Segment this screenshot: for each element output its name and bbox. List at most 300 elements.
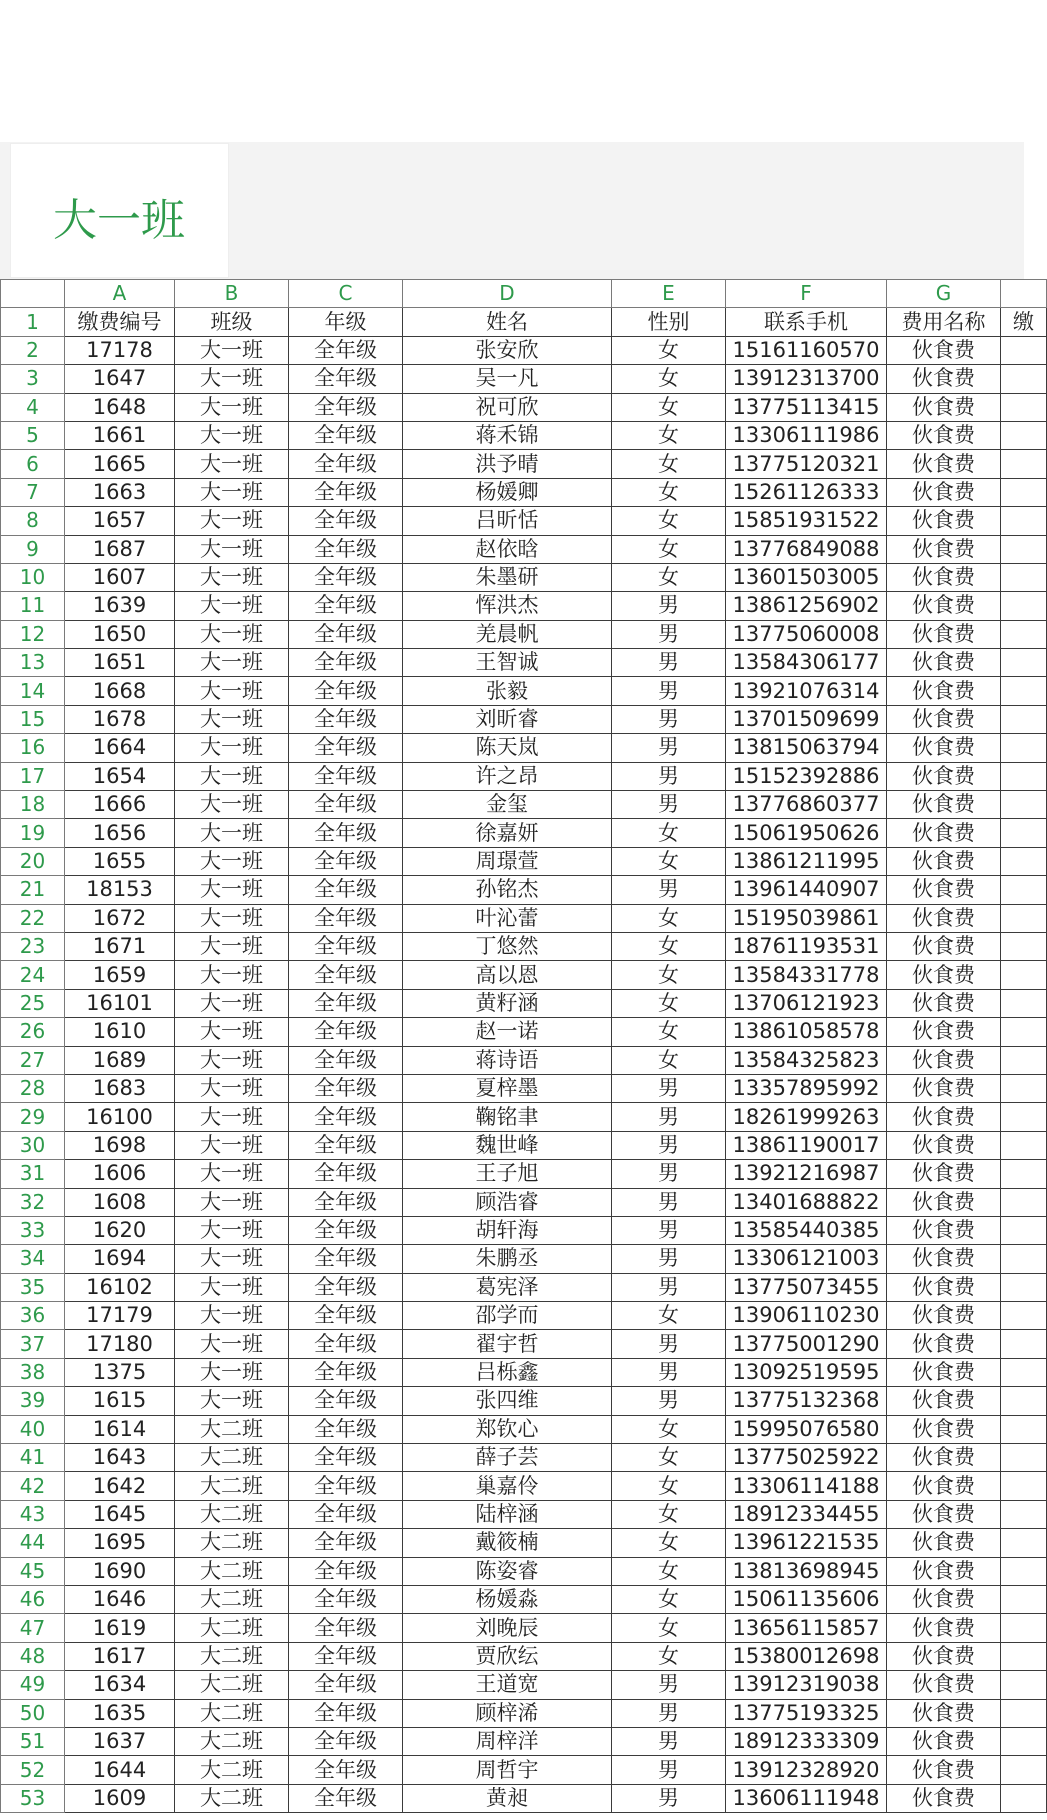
table-cell[interactable]: 男 bbox=[612, 1188, 726, 1216]
table-cell[interactable]: 1634 bbox=[65, 1671, 175, 1699]
table-cell[interactable]: 男 bbox=[612, 620, 726, 648]
table-cell[interactable]: 18912334455 bbox=[726, 1500, 887, 1528]
table-cell[interactable]: 伙食费 bbox=[887, 1500, 1001, 1528]
table-cell[interactable]: 朱鹏丞 bbox=[403, 1245, 612, 1273]
table-cell[interactable] bbox=[1001, 365, 1047, 393]
table-cell[interactable]: 全年级 bbox=[289, 1358, 403, 1386]
table-cell[interactable]: 13775073455 bbox=[726, 1273, 887, 1301]
table-cell[interactable]: 杨媛卿 bbox=[403, 478, 612, 506]
table-cell[interactable]: 全年级 bbox=[289, 1302, 403, 1330]
row-header[interactable]: 44 bbox=[1, 1529, 65, 1557]
table-cell[interactable]: 伙食费 bbox=[887, 1188, 1001, 1216]
table-cell[interactable]: 18761193531 bbox=[726, 932, 887, 960]
table-cell[interactable]: 张毅 bbox=[403, 677, 612, 705]
table-cell[interactable]: 大一班 bbox=[175, 734, 289, 762]
table-cell[interactable] bbox=[1001, 592, 1047, 620]
table-cell[interactable]: 13701509699 bbox=[726, 705, 887, 733]
table-cell[interactable]: 男 bbox=[612, 677, 726, 705]
column-header[interactable]: G bbox=[887, 280, 1001, 308]
table-cell[interactable] bbox=[1001, 1472, 1047, 1500]
table-cell[interactable]: 1610 bbox=[65, 1018, 175, 1046]
table-cell[interactable]: 伙食费 bbox=[887, 1103, 1001, 1131]
table-cell[interactable]: 全年级 bbox=[289, 1074, 403, 1102]
table-cell[interactable]: 缴 bbox=[1001, 308, 1047, 336]
table-cell[interactable]: 女 bbox=[612, 507, 726, 535]
table-cell[interactable] bbox=[1001, 1727, 1047, 1755]
table-cell[interactable]: 伙食费 bbox=[887, 961, 1001, 989]
table-cell[interactable]: 女 bbox=[612, 847, 726, 875]
table-cell[interactable] bbox=[1001, 1784, 1047, 1812]
table-cell[interactable]: 伙食费 bbox=[887, 393, 1001, 421]
table-cell[interactable]: 邵学而 bbox=[403, 1302, 612, 1330]
table-cell[interactable]: 15261126333 bbox=[726, 478, 887, 506]
table-cell[interactable]: 女 bbox=[612, 1614, 726, 1642]
table-cell[interactable] bbox=[1001, 421, 1047, 449]
table-cell[interactable]: 全年级 bbox=[289, 989, 403, 1017]
table-cell[interactable]: 伙食费 bbox=[887, 1784, 1001, 1812]
row-header[interactable]: 37 bbox=[1, 1330, 65, 1358]
table-cell[interactable]: 女 bbox=[612, 904, 726, 932]
table-cell[interactable]: 女 bbox=[612, 1018, 726, 1046]
table-cell[interactable] bbox=[1001, 563, 1047, 591]
table-cell[interactable]: 13912319038 bbox=[726, 1671, 887, 1699]
row-header[interactable]: 8 bbox=[1, 507, 65, 535]
table-cell[interactable]: 男 bbox=[612, 876, 726, 904]
row-header[interactable]: 33 bbox=[1, 1216, 65, 1244]
table-cell[interactable]: 女 bbox=[612, 535, 726, 563]
column-header[interactable]: D bbox=[403, 280, 612, 308]
table-cell[interactable]: 伙食费 bbox=[887, 791, 1001, 819]
table-cell[interactable]: 伙食费 bbox=[887, 819, 1001, 847]
table-cell[interactable]: 男 bbox=[612, 1216, 726, 1244]
table-cell[interactable]: 1609 bbox=[65, 1784, 175, 1812]
table-cell[interactable]: 葛宪泽 bbox=[403, 1273, 612, 1301]
table-cell[interactable]: 周梓洋 bbox=[403, 1727, 612, 1755]
table-cell[interactable]: 伙食费 bbox=[887, 705, 1001, 733]
table-cell[interactable]: 伙食费 bbox=[887, 1358, 1001, 1386]
table-cell[interactable]: 1678 bbox=[65, 705, 175, 733]
table-cell[interactable]: 全年级 bbox=[289, 876, 403, 904]
table-cell[interactable]: 黄昶 bbox=[403, 1784, 612, 1812]
table-cell[interactable]: 全年级 bbox=[289, 450, 403, 478]
row-header[interactable]: 5 bbox=[1, 421, 65, 449]
table-cell[interactable]: 陆梓涵 bbox=[403, 1500, 612, 1528]
table-cell[interactable]: 1661 bbox=[65, 421, 175, 449]
table-cell[interactable]: 大一班 bbox=[175, 677, 289, 705]
table-cell[interactable]: 大一班 bbox=[175, 1018, 289, 1046]
table-cell[interactable]: 1694 bbox=[65, 1245, 175, 1273]
table-cell[interactable]: 徐嘉妍 bbox=[403, 819, 612, 847]
select-all-corner[interactable] bbox=[1, 280, 65, 308]
table-cell[interactable]: 男 bbox=[612, 1756, 726, 1784]
table-cell[interactable] bbox=[1001, 336, 1047, 364]
table-cell[interactable]: 全年级 bbox=[289, 365, 403, 393]
table-cell[interactable] bbox=[1001, 932, 1047, 960]
table-cell[interactable]: 13775001290 bbox=[726, 1330, 887, 1358]
table-cell[interactable]: 男 bbox=[612, 592, 726, 620]
table-cell[interactable]: 13775193325 bbox=[726, 1699, 887, 1727]
table-cell[interactable]: 大一班 bbox=[175, 876, 289, 904]
row-header[interactable]: 16 bbox=[1, 734, 65, 762]
table-cell[interactable]: 贾欣纭 bbox=[403, 1642, 612, 1670]
table-cell[interactable]: 女 bbox=[612, 1046, 726, 1074]
table-cell[interactable]: 女 bbox=[612, 1585, 726, 1613]
table-cell[interactable]: 13306121003 bbox=[726, 1245, 887, 1273]
table-cell[interactable] bbox=[1001, 1614, 1047, 1642]
row-header[interactable]: 4 bbox=[1, 393, 65, 421]
row-header[interactable]: 41 bbox=[1, 1444, 65, 1472]
table-cell[interactable]: 女 bbox=[612, 1415, 726, 1443]
table-cell[interactable]: 男 bbox=[612, 1387, 726, 1415]
table-cell[interactable]: 男 bbox=[612, 762, 726, 790]
table-cell[interactable]: 伙食费 bbox=[887, 1302, 1001, 1330]
table-cell[interactable]: 13813698945 bbox=[726, 1557, 887, 1585]
row-header[interactable]: 14 bbox=[1, 677, 65, 705]
table-cell[interactable]: 陈姿睿 bbox=[403, 1557, 612, 1585]
row-header[interactable]: 15 bbox=[1, 705, 65, 733]
table-cell[interactable]: 全年级 bbox=[289, 507, 403, 535]
table-cell[interactable]: 大一班 bbox=[175, 507, 289, 535]
row-header[interactable]: 52 bbox=[1, 1756, 65, 1784]
table-cell[interactable]: 1614 bbox=[65, 1415, 175, 1443]
table-cell[interactable]: 15061950626 bbox=[726, 819, 887, 847]
row-header[interactable]: 36 bbox=[1, 1302, 65, 1330]
table-cell[interactable]: 周哲宇 bbox=[403, 1756, 612, 1784]
table-cell[interactable]: 13815063794 bbox=[726, 734, 887, 762]
table-cell[interactable]: 夏梓墨 bbox=[403, 1074, 612, 1102]
table-cell[interactable] bbox=[1001, 876, 1047, 904]
table-cell[interactable]: 伙食费 bbox=[887, 1160, 1001, 1188]
table-cell[interactable]: 班级 bbox=[175, 308, 289, 336]
table-cell[interactable]: 18153 bbox=[65, 876, 175, 904]
table-cell[interactable]: 16100 bbox=[65, 1103, 175, 1131]
table-cell[interactable]: 大一班 bbox=[175, 1160, 289, 1188]
table-cell[interactable] bbox=[1001, 1188, 1047, 1216]
table-cell[interactable]: 吴一凡 bbox=[403, 365, 612, 393]
table-cell[interactable]: 女 bbox=[612, 989, 726, 1017]
table-cell[interactable]: 13306111986 bbox=[726, 421, 887, 449]
table-cell[interactable]: 全年级 bbox=[289, 1699, 403, 1727]
table-cell[interactable]: 全年级 bbox=[289, 421, 403, 449]
row-header[interactable]: 21 bbox=[1, 876, 65, 904]
table-cell[interactable]: 缴费编号 bbox=[65, 308, 175, 336]
table-cell[interactable] bbox=[1001, 791, 1047, 819]
table-cell[interactable]: 1637 bbox=[65, 1727, 175, 1755]
table-cell[interactable]: 大一班 bbox=[175, 336, 289, 364]
row-header[interactable]: 18 bbox=[1, 791, 65, 819]
table-cell[interactable]: 17178 bbox=[65, 336, 175, 364]
table-cell[interactable]: 男 bbox=[612, 1273, 726, 1301]
table-cell[interactable] bbox=[1001, 1103, 1047, 1131]
table-cell[interactable]: 全年级 bbox=[289, 1245, 403, 1273]
table-cell[interactable]: 孙铭杰 bbox=[403, 876, 612, 904]
table-cell[interactable]: 全年级 bbox=[289, 791, 403, 819]
table-cell[interactable]: 女 bbox=[612, 819, 726, 847]
table-cell[interactable]: 洪予晴 bbox=[403, 450, 612, 478]
table-cell[interactable]: 陈天岚 bbox=[403, 734, 612, 762]
table-cell[interactable]: 伙食费 bbox=[887, 1444, 1001, 1472]
table-cell[interactable]: 男 bbox=[612, 1330, 726, 1358]
table-cell[interactable]: 王智诚 bbox=[403, 649, 612, 677]
table-cell[interactable] bbox=[1001, 904, 1047, 932]
table-cell[interactable] bbox=[1001, 734, 1047, 762]
table-cell[interactable]: 大一班 bbox=[175, 450, 289, 478]
table-cell[interactable]: 全年级 bbox=[289, 1444, 403, 1472]
table-cell[interactable]: 15995076580 bbox=[726, 1415, 887, 1443]
table-cell[interactable]: 全年级 bbox=[289, 1160, 403, 1188]
table-cell[interactable]: 伙食费 bbox=[887, 620, 1001, 648]
table-cell[interactable]: 大一班 bbox=[175, 535, 289, 563]
table-cell[interactable]: 大二班 bbox=[175, 1614, 289, 1642]
table-cell[interactable]: 全年级 bbox=[289, 1557, 403, 1585]
table-cell[interactable]: 大一班 bbox=[175, 791, 289, 819]
table-cell[interactable]: 15152392886 bbox=[726, 762, 887, 790]
column-header[interactable]: A bbox=[65, 280, 175, 308]
table-cell[interactable] bbox=[1001, 393, 1047, 421]
table-cell[interactable]: 魏世峰 bbox=[403, 1131, 612, 1159]
table-cell[interactable]: 全年级 bbox=[289, 1756, 403, 1784]
table-cell[interactable]: 蒋诗语 bbox=[403, 1046, 612, 1074]
table-cell[interactable]: 戴筱楠 bbox=[403, 1529, 612, 1557]
table-cell[interactable]: 伙食费 bbox=[887, 1415, 1001, 1443]
table-cell[interactable]: 大一班 bbox=[175, 1216, 289, 1244]
table-cell[interactable]: 1687 bbox=[65, 535, 175, 563]
table-cell[interactable]: 刘昕睿 bbox=[403, 705, 612, 733]
table-cell[interactable]: 1620 bbox=[65, 1216, 175, 1244]
table-cell[interactable]: 1663 bbox=[65, 478, 175, 506]
table-cell[interactable]: 13092519595 bbox=[726, 1358, 887, 1386]
table-cell[interactable]: 女 bbox=[612, 563, 726, 591]
table-cell[interactable]: 全年级 bbox=[289, 1103, 403, 1131]
row-header[interactable]: 9 bbox=[1, 535, 65, 563]
table-cell[interactable]: 伙食费 bbox=[887, 1642, 1001, 1670]
table-cell[interactable]: 1664 bbox=[65, 734, 175, 762]
table-cell[interactable]: 全年级 bbox=[289, 1415, 403, 1443]
table-cell[interactable]: 男 bbox=[612, 1727, 726, 1755]
table-cell[interactable]: 1666 bbox=[65, 791, 175, 819]
table-cell[interactable]: 大二班 bbox=[175, 1756, 289, 1784]
table-cell[interactable]: 胡轩海 bbox=[403, 1216, 612, 1244]
table-cell[interactable]: 15851931522 bbox=[726, 507, 887, 535]
table-cell[interactable]: 叶沁蕾 bbox=[403, 904, 612, 932]
table-cell[interactable]: 13921076314 bbox=[726, 677, 887, 705]
table-cell[interactable]: 大二班 bbox=[175, 1557, 289, 1585]
table-cell[interactable]: 伙食费 bbox=[887, 1529, 1001, 1557]
table-cell[interactable] bbox=[1001, 1273, 1047, 1301]
row-header[interactable]: 19 bbox=[1, 819, 65, 847]
column-header[interactable]: E bbox=[612, 280, 726, 308]
table-cell[interactable]: 1671 bbox=[65, 932, 175, 960]
table-cell[interactable]: 1657 bbox=[65, 507, 175, 535]
row-header[interactable]: 13 bbox=[1, 649, 65, 677]
table-cell[interactable] bbox=[1001, 989, 1047, 1017]
row-header[interactable]: 48 bbox=[1, 1642, 65, 1670]
table-cell[interactable]: 1672 bbox=[65, 904, 175, 932]
table-cell[interactable]: 全年级 bbox=[289, 336, 403, 364]
table-cell[interactable]: 大二班 bbox=[175, 1671, 289, 1699]
table-cell[interactable]: 大二班 bbox=[175, 1727, 289, 1755]
table-cell[interactable]: 赵一诺 bbox=[403, 1018, 612, 1046]
table-cell[interactable]: 1644 bbox=[65, 1756, 175, 1784]
table-cell[interactable]: 大二班 bbox=[175, 1699, 289, 1727]
table-cell[interactable]: 1642 bbox=[65, 1472, 175, 1500]
table-cell[interactable]: 大一班 bbox=[175, 1302, 289, 1330]
table-cell[interactable]: 1665 bbox=[65, 450, 175, 478]
table-cell[interactable]: 伙食费 bbox=[887, 535, 1001, 563]
table-cell[interactable] bbox=[1001, 1529, 1047, 1557]
table-cell[interactable]: 13656115857 bbox=[726, 1614, 887, 1642]
table-cell[interactable] bbox=[1001, 1444, 1047, 1472]
table-cell[interactable]: 女 bbox=[612, 1444, 726, 1472]
table-cell[interactable]: 13584331778 bbox=[726, 961, 887, 989]
table-cell[interactable]: 全年级 bbox=[289, 1018, 403, 1046]
table-cell[interactable]: 伙食费 bbox=[887, 677, 1001, 705]
table-cell[interactable]: 大一班 bbox=[175, 762, 289, 790]
table-cell[interactable] bbox=[1001, 1302, 1047, 1330]
table-cell[interactable] bbox=[1001, 1671, 1047, 1699]
table-cell[interactable]: 伙食费 bbox=[887, 478, 1001, 506]
table-cell[interactable]: 15161160570 bbox=[726, 336, 887, 364]
table-cell[interactable]: 女 bbox=[612, 365, 726, 393]
table-cell[interactable]: 1648 bbox=[65, 393, 175, 421]
table-cell[interactable]: 1651 bbox=[65, 649, 175, 677]
table-cell[interactable] bbox=[1001, 535, 1047, 563]
table-cell[interactable]: 羌晨帆 bbox=[403, 620, 612, 648]
table-cell[interactable]: 伙食费 bbox=[887, 1074, 1001, 1102]
table-cell[interactable]: 1607 bbox=[65, 563, 175, 591]
table-cell[interactable]: 13861211995 bbox=[726, 847, 887, 875]
row-header[interactable]: 24 bbox=[1, 961, 65, 989]
table-cell[interactable]: 大一班 bbox=[175, 1330, 289, 1358]
table-cell[interactable] bbox=[1001, 1131, 1047, 1159]
table-cell[interactable]: 13584306177 bbox=[726, 649, 887, 677]
row-header[interactable]: 11 bbox=[1, 592, 65, 620]
table-cell[interactable] bbox=[1001, 1074, 1047, 1102]
table-cell[interactable]: 大二班 bbox=[175, 1529, 289, 1557]
table-cell[interactable]: 男 bbox=[612, 791, 726, 819]
table-cell[interactable]: 大二班 bbox=[175, 1642, 289, 1670]
table-cell[interactable]: 13775120321 bbox=[726, 450, 887, 478]
table-cell[interactable] bbox=[1001, 705, 1047, 733]
table-cell[interactable]: 13775025922 bbox=[726, 1444, 887, 1472]
table-cell[interactable]: 男 bbox=[612, 1160, 726, 1188]
table-cell[interactable]: 大二班 bbox=[175, 1415, 289, 1443]
table-cell[interactable]: 大一班 bbox=[175, 932, 289, 960]
column-header[interactable]: C bbox=[289, 280, 403, 308]
table-cell[interactable]: 大一班 bbox=[175, 705, 289, 733]
table-cell[interactable]: 全年级 bbox=[289, 705, 403, 733]
table-cell[interactable]: 全年级 bbox=[289, 734, 403, 762]
table-cell[interactable]: 张四维 bbox=[403, 1387, 612, 1415]
table-cell[interactable]: 王道宽 bbox=[403, 1671, 612, 1699]
table-cell[interactable]: 大二班 bbox=[175, 1500, 289, 1528]
table-cell[interactable] bbox=[1001, 1500, 1047, 1528]
table-cell[interactable]: 伙食费 bbox=[887, 450, 1001, 478]
table-cell[interactable] bbox=[1001, 1756, 1047, 1784]
table-cell[interactable]: 全年级 bbox=[289, 847, 403, 875]
table-cell[interactable]: 13912328920 bbox=[726, 1756, 887, 1784]
table-cell[interactable]: 13775060008 bbox=[726, 620, 887, 648]
row-header[interactable]: 45 bbox=[1, 1557, 65, 1585]
row-header[interactable]: 53 bbox=[1, 1784, 65, 1812]
row-header[interactable]: 40 bbox=[1, 1415, 65, 1443]
table-cell[interactable]: 大二班 bbox=[175, 1444, 289, 1472]
table-cell[interactable]: 全年级 bbox=[289, 592, 403, 620]
table-cell[interactable]: 刘晚辰 bbox=[403, 1614, 612, 1642]
table-cell[interactable]: 全年级 bbox=[289, 1273, 403, 1301]
table-cell[interactable]: 吕昕恬 bbox=[403, 507, 612, 535]
table-cell[interactable] bbox=[1001, 649, 1047, 677]
row-header[interactable]: 50 bbox=[1, 1699, 65, 1727]
table-cell[interactable]: 全年级 bbox=[289, 1330, 403, 1358]
table-cell[interactable]: 伙食费 bbox=[887, 932, 1001, 960]
table-cell[interactable]: 大一班 bbox=[175, 1245, 289, 1273]
table-cell[interactable]: 13961440907 bbox=[726, 876, 887, 904]
table-cell[interactable]: 13775132368 bbox=[726, 1387, 887, 1415]
table-cell[interactable]: 17180 bbox=[65, 1330, 175, 1358]
table-cell[interactable]: 周璟萱 bbox=[403, 847, 612, 875]
table-cell[interactable]: 恽洪杰 bbox=[403, 592, 612, 620]
table-cell[interactable]: 大一班 bbox=[175, 819, 289, 847]
table-cell[interactable]: 大一班 bbox=[175, 649, 289, 677]
column-header[interactable] bbox=[1001, 280, 1047, 308]
table-cell[interactable]: 王子旭 bbox=[403, 1160, 612, 1188]
table-cell[interactable]: 大一班 bbox=[175, 1273, 289, 1301]
table-cell[interactable]: 13861256902 bbox=[726, 592, 887, 620]
table-cell[interactable]: 联系手机 bbox=[726, 308, 887, 336]
table-cell[interactable]: 伙食费 bbox=[887, 847, 1001, 875]
table-cell[interactable]: 伙食费 bbox=[887, 336, 1001, 364]
table-cell[interactable]: 16102 bbox=[65, 1273, 175, 1301]
table-cell[interactable]: 大一班 bbox=[175, 478, 289, 506]
table-cell[interactable]: 大一班 bbox=[175, 1358, 289, 1386]
table-cell[interactable] bbox=[1001, 507, 1047, 535]
table-cell[interactable]: 13961221535 bbox=[726, 1529, 887, 1557]
table-cell[interactable]: 18261999263 bbox=[726, 1103, 887, 1131]
table-cell[interactable]: 全年级 bbox=[289, 932, 403, 960]
table-cell[interactable]: 13601503005 bbox=[726, 563, 887, 591]
table-cell[interactable]: 1683 bbox=[65, 1074, 175, 1102]
table-cell[interactable]: 17179 bbox=[65, 1302, 175, 1330]
table-cell[interactable]: 伙食费 bbox=[887, 1216, 1001, 1244]
table-cell[interactable] bbox=[1001, 620, 1047, 648]
table-cell[interactable]: 男 bbox=[612, 734, 726, 762]
table-cell[interactable]: 年级 bbox=[289, 308, 403, 336]
table-cell[interactable]: 15380012698 bbox=[726, 1642, 887, 1670]
table-cell[interactable]: 女 bbox=[612, 1500, 726, 1528]
table-cell[interactable]: 男 bbox=[612, 649, 726, 677]
row-header[interactable]: 49 bbox=[1, 1671, 65, 1699]
table-cell[interactable]: 伙食费 bbox=[887, 421, 1001, 449]
table-cell[interactable]: 郑钦心 bbox=[403, 1415, 612, 1443]
table-cell[interactable]: 赵依晗 bbox=[403, 535, 612, 563]
table-cell[interactable] bbox=[1001, 1216, 1047, 1244]
table-cell[interactable]: 伙食费 bbox=[887, 1273, 1001, 1301]
table-cell[interactable]: 13585440385 bbox=[726, 1216, 887, 1244]
row-header[interactable]: 35 bbox=[1, 1273, 65, 1301]
row-header[interactable]: 20 bbox=[1, 847, 65, 875]
row-header[interactable]: 3 bbox=[1, 365, 65, 393]
table-cell[interactable]: 全年级 bbox=[289, 904, 403, 932]
table-cell[interactable]: 黄籽涵 bbox=[403, 989, 612, 1017]
table-cell[interactable]: 伙食费 bbox=[887, 1472, 1001, 1500]
row-header[interactable]: 23 bbox=[1, 932, 65, 960]
table-cell[interactable]: 全年级 bbox=[289, 1472, 403, 1500]
row-header[interactable]: 28 bbox=[1, 1074, 65, 1102]
table-cell[interactable]: 女 bbox=[612, 450, 726, 478]
table-cell[interactable]: 大一班 bbox=[175, 1103, 289, 1131]
table-cell[interactable]: 13306114188 bbox=[726, 1472, 887, 1500]
